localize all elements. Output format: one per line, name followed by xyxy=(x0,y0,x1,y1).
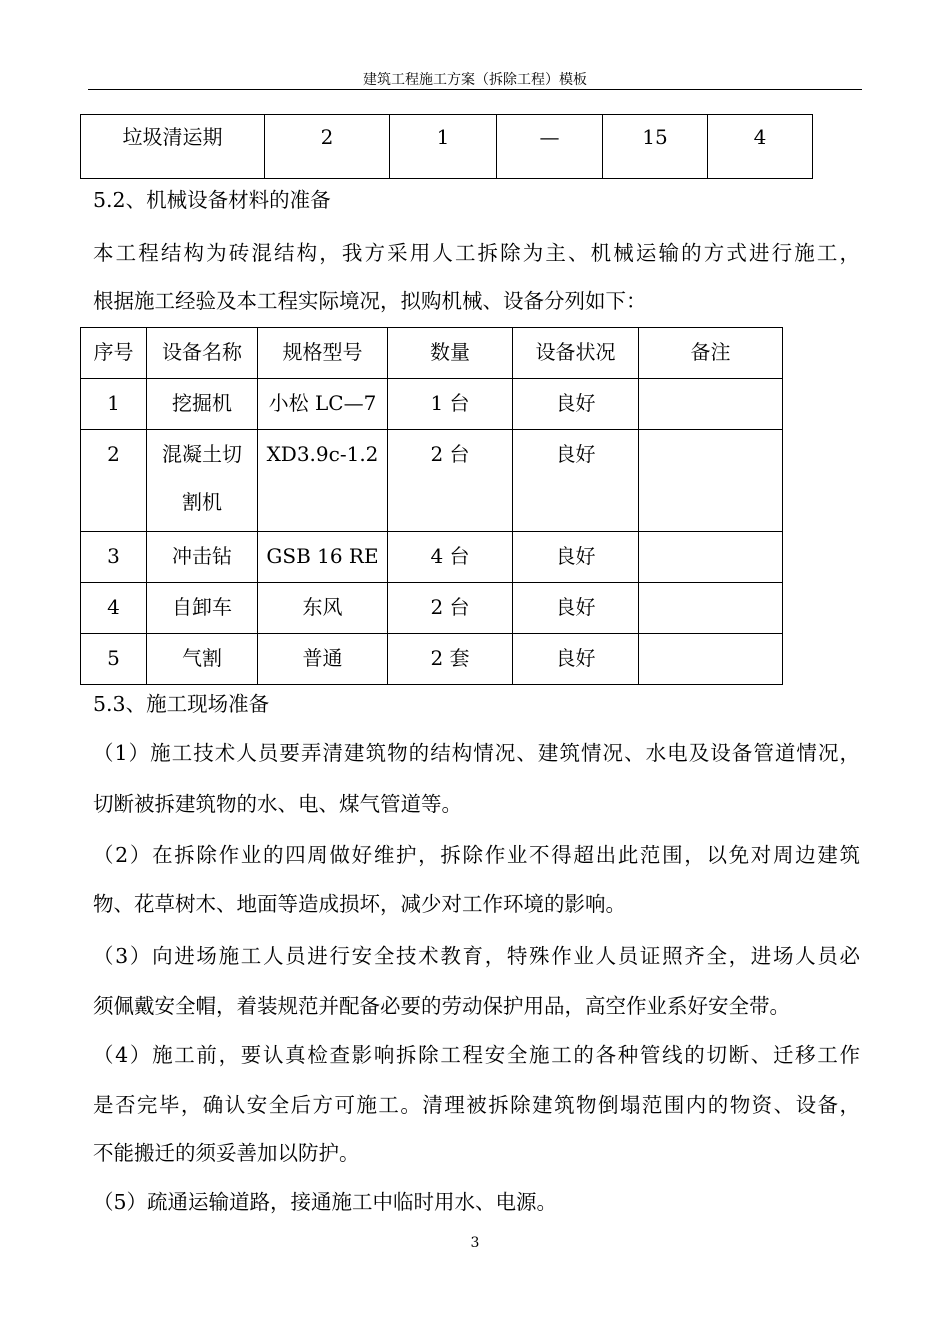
table-cell: 3 xyxy=(81,532,147,583)
table-cell: 良好 xyxy=(513,634,639,685)
equipment-table xyxy=(80,327,783,685)
page-number: 3 xyxy=(470,1235,480,1251)
table-cell: 自卸车 xyxy=(147,583,258,634)
paragraph-line: （5）疏通运输道路，接通施工中临时用水、电源。 xyxy=(93,1190,558,1214)
paragraph-line: 不能搬迁的须妥善加以防护。 xyxy=(93,1141,360,1165)
table-cell: 2 xyxy=(81,430,147,532)
paragraph-line: 切断被拆建筑物的水、电、煤气管道等。 xyxy=(93,792,462,816)
table-cell: 1 xyxy=(81,379,147,430)
table-cell: 挖掘机 xyxy=(147,379,258,430)
table-cell: 冲击钻 xyxy=(147,532,258,583)
table-row xyxy=(81,430,783,532)
table-cell: 1 xyxy=(390,115,497,179)
table-cell: 良好 xyxy=(513,379,639,430)
table-cell: 垃圾清运期 xyxy=(81,115,265,179)
table-cell: 2 套 xyxy=(388,634,513,685)
table-cell: 良好 xyxy=(513,532,639,583)
schedule-table-continuation xyxy=(80,114,813,179)
paragraph-line: 须佩戴安全帽，着装规范并配备必要的劳动保护用品，高空作业系好安全带。 xyxy=(93,994,790,1018)
table-cell: 15 xyxy=(603,115,708,179)
paragraph-line: （3）向进场施工人员进行安全技术教育，特殊作业人员证照齐全，进场人员必 xyxy=(93,944,860,968)
table-row xyxy=(81,583,783,634)
table-cell xyxy=(639,583,783,634)
header-rule xyxy=(88,89,862,90)
table-row xyxy=(81,115,813,179)
table-row xyxy=(81,532,783,583)
paragraph-line: 本工程结构为砖混结构，我方采用人工拆除为主、机械运输的方式进行施工， xyxy=(93,241,860,265)
table-cell: 普通 xyxy=(258,634,388,685)
column-header: 数量 xyxy=(388,328,513,379)
table-cell: 4 xyxy=(81,583,147,634)
table-row xyxy=(81,379,783,430)
paragraph-line: 物、花草树木、地面等造成损坏，减少对工作环境的影响。 xyxy=(93,892,626,916)
table-cell xyxy=(639,634,783,685)
table-cell: XD3.9c-1.2 xyxy=(258,430,388,532)
page-header-title: 建筑工程施工方案（拆除工程）模板 xyxy=(363,72,587,88)
table-cell: 1 台 xyxy=(388,379,513,430)
table-cell xyxy=(147,430,258,532)
table-cell xyxy=(639,532,783,583)
paragraph-line: （2）在拆除作业的四周做好维护，拆除作业不得超出此范围，以免对周边建筑 xyxy=(93,843,860,867)
table-header-row xyxy=(81,328,783,379)
table-cell: 小松 LC—7 xyxy=(258,379,388,430)
table-cell: 2 台 xyxy=(388,583,513,634)
paragraph-line: （1）施工技术人员要弄清建筑物的结构情况、建筑情况、水电及设备管道情况， xyxy=(93,741,860,765)
section-heading-5-3: 5.3、施工现场准备 xyxy=(93,692,270,716)
column-header: 规格型号 xyxy=(258,328,388,379)
table-cell: 气割 xyxy=(147,634,258,685)
table-cell: 良好 xyxy=(513,583,639,634)
table-cell: 4 xyxy=(708,115,813,179)
table-cell: 4 台 xyxy=(388,532,513,583)
section-heading-5-2: 5.2、机械设备材料的准备 xyxy=(93,188,331,212)
paragraph-line: 根据施工经验及本工程实际境况，拟购机械、设备分列如下： xyxy=(93,289,647,313)
table-cell: 东风 xyxy=(258,583,388,634)
column-header: 设备状况 xyxy=(513,328,639,379)
table-row xyxy=(81,634,783,685)
table-cell: — xyxy=(497,115,603,179)
cell-text-line: 混凝土切 xyxy=(162,442,242,466)
column-header: 序号 xyxy=(81,328,147,379)
table-cell: 良好 xyxy=(513,430,639,532)
table-cell: 2 xyxy=(265,115,390,179)
column-header: 设备名称 xyxy=(147,328,258,379)
table-cell: 2 台 xyxy=(388,430,513,532)
column-header: 备注 xyxy=(639,328,783,379)
table-cell: GSB 16 RE xyxy=(258,532,388,583)
cell-text-line: 割机 xyxy=(182,490,222,514)
table-cell xyxy=(639,379,783,430)
paragraph-line: （4）施工前，要认真检查影响拆除工程安全施工的各种管线的切断、迁移工作 xyxy=(93,1043,860,1067)
table-cell xyxy=(639,430,783,532)
paragraph-line: 是否完毕，确认安全后方可施工。清理被拆除建筑物倒塌范围内的物资、设备， xyxy=(93,1093,860,1117)
table-cell: 5 xyxy=(81,634,147,685)
